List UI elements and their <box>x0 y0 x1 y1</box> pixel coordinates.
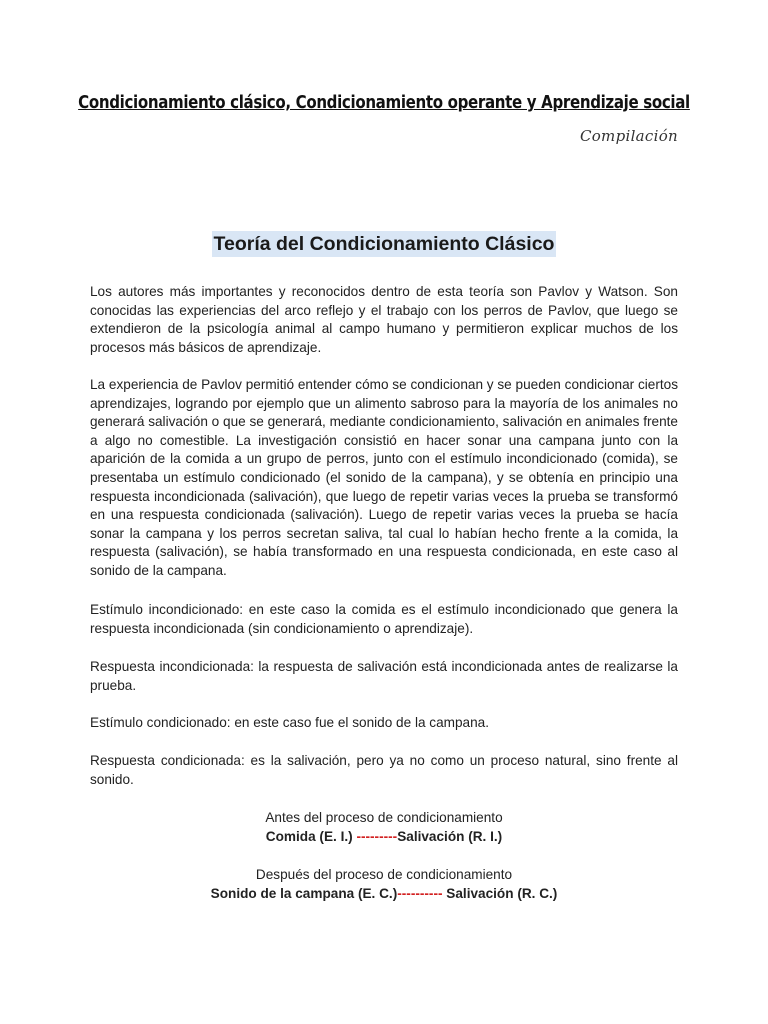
paragraph-6: Respuesta condicionada: es la salivación, pero ya no como un proceso natural, sino frente al sonido. <box>90 753 678 787</box>
before-conditioning-block <box>0 808 768 846</box>
before-dashes: --------- <box>356 829 398 844</box>
after-conditioning-block <box>0 865 768 903</box>
before-conditioning-label: Antes del proceso de condicionamiento <box>265 810 503 825</box>
paragraph-3: Estímulo incondicionado: en este caso la comida es el estímulo incondicionado que genera la respuesta incondicionada (sin condicionamiento o aprendizaje). <box>90 602 678 636</box>
after-conditioning-label: Después del proceso de condicionamiento <box>255 867 513 882</box>
before-stimulus: Comida (E. I.) <box>265 829 357 844</box>
before-conditioning-formula <box>0 827 768 846</box>
paragraph-1: Los autores más importantes y reconocidos dentro de esta teoría son Pavlov y Watson. Son conocidas las experiencias del arco reflejo y el trabajo con los perros de Pavlov, que luego se extendieron de la psicología animal al campo humano y permitieron explicar muchos de los procesos más básicos de aprendizaje. <box>90 284 678 355</box>
document-subtitle: Compilación <box>579 127 678 145</box>
section-heading-text: Teoría del Condicionamiento Clásico <box>213 233 555 255</box>
paragraph-5: Estímulo condicionado: en este caso fue el sonido de la campana. <box>90 715 490 730</box>
after-dashes: ---------- <box>397 886 443 901</box>
before-response: Salivación (R. I.) <box>397 829 503 844</box>
section-heading <box>0 233 768 256</box>
after-conditioning-formula <box>0 884 768 903</box>
document-title: Condicionamiento clásico, Condicionamiento operante y Aprendizaje social <box>78 93 690 113</box>
paragraph-4: Respuesta incondicionada: la respuesta de salivación está incondicionada antes de realizarse la prueba. <box>90 659 678 693</box>
paragraph-2: La experiencia de Pavlov permitió entender cómo se condicionan y se pueden condicionar ciertos aprendizajes, logrando por ejemplo que un alimento sabroso para la mayoría de los animales no generará salivación o que se generará, mediante condicionamiento, salivación en animales frente a algo no comestible. La investigación consistió en hacer sonar una campana junto con la aparición de la comida a un grupo de perros, junto con el estímulo incondicionado (comida), se presentaba un estímulo condicionado (el sonido de la campana), y se obtenía en principio una respuesta incondicionada (salivación), que luego de repetir varias veces la prueba se transformó en una respuesta condicionada (salivación). Luego de repetir varias veces la prueba se hacía sonar la campana y los perros secretan saliva, tal cual lo habían hecho frente a la comida, la respuesta (salivación), se había transformado en una respuesta condicionada, en este caso al sonido de la campana. <box>90 377 678 578</box>
after-response: Salivación (R. C.) <box>442 886 558 901</box>
after-stimulus: Sonido de la campana (E. C.) <box>210 886 398 901</box>
